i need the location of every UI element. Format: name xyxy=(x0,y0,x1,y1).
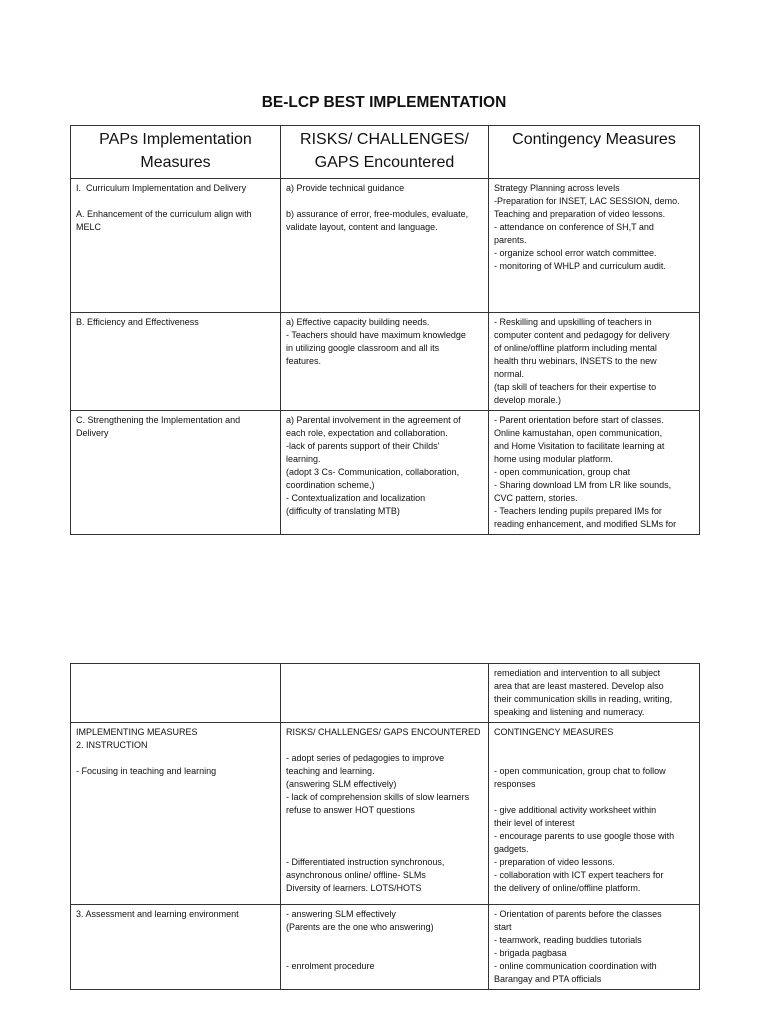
text-line: of online/offline platform including mental xyxy=(494,343,657,353)
text-line: - preparation of video lessons. xyxy=(494,857,615,867)
text-line xyxy=(286,843,483,856)
text-line: 3. Assessment and learning environment xyxy=(76,909,239,919)
cell-paps xyxy=(71,664,281,723)
text-line: reading enhancement, and modified SLMs for xyxy=(494,519,677,529)
text-line: - give additional activity worksheet within xyxy=(494,805,657,815)
text-line: validate layout, content and language. xyxy=(286,222,438,232)
text-line: remediation and intervention to all subject xyxy=(494,668,661,678)
text-line: Teaching and preparation of video lessons. xyxy=(494,209,666,219)
text-line xyxy=(286,195,483,208)
cell-contingency xyxy=(489,411,700,535)
text-line xyxy=(286,934,483,947)
header-contingency xyxy=(489,126,700,179)
text-line: - enrolment procedure xyxy=(286,961,375,971)
text-line: CONTINGENCY MEASURES xyxy=(494,727,614,737)
header-risks-line2: GAPS Encountered xyxy=(314,154,455,171)
implementation-table-page2 xyxy=(70,663,700,990)
text-line xyxy=(286,830,483,843)
text-line: home using modular platform. xyxy=(494,454,614,464)
text-line xyxy=(76,752,275,765)
cell-paps xyxy=(71,179,281,313)
cell-contingency xyxy=(489,179,700,313)
text-line: their level of interest xyxy=(494,818,575,828)
text-line: - online communication coordination with xyxy=(494,961,657,971)
text-line: - Sharing download LM from LR like sounds, xyxy=(494,480,672,490)
text-line: I. Curriculum Implementation and Delivery xyxy=(76,183,247,193)
header-risks xyxy=(281,126,489,179)
text-line: responses xyxy=(494,779,536,789)
table-row xyxy=(71,179,700,313)
cell-contingency xyxy=(489,313,700,411)
text-line: gadgets. xyxy=(494,844,529,854)
text-line: coordination scheme,) xyxy=(286,480,375,490)
text-line: A. Enhancement of the curriculum align with xyxy=(76,209,252,219)
text-line: develop morale.) xyxy=(494,395,562,405)
text-line: (difficulty of translating MTB) xyxy=(286,506,400,516)
cell-contingency xyxy=(489,723,700,905)
text-line: Barangay and PTA officials xyxy=(494,974,602,984)
text-line: - brigada pagbasa xyxy=(494,948,567,958)
text-line: parents. xyxy=(494,235,527,245)
cell-paps xyxy=(71,411,281,535)
header-paps-line1: PAPs Implementation xyxy=(99,131,252,148)
table-row xyxy=(71,411,700,535)
text-line: (tap skill of teachers for their expertise to xyxy=(494,382,657,392)
text-line: - collaboration with ICT expert teachers for xyxy=(494,870,664,880)
text-line: and Home Visitation to facilitate learning at xyxy=(494,441,665,451)
table-row xyxy=(71,313,700,411)
text-line: features. xyxy=(286,356,322,366)
text-line: (adopt 3 Cs- Communication, collaboration, xyxy=(286,467,460,477)
header-risks-line1: RISKS/ CHALLENGES/ xyxy=(300,131,469,148)
text-line: MELC xyxy=(76,222,102,232)
text-line: - open communication, group chat xyxy=(494,467,631,477)
text-line: a) Effective capacity building needs. xyxy=(286,317,430,327)
cell-risks xyxy=(281,664,489,723)
text-line: IMPLEMENTING MEASURES xyxy=(76,727,198,737)
text-line xyxy=(286,947,483,960)
table-row xyxy=(71,723,700,905)
text-line xyxy=(494,739,694,752)
text-line: a) Provide technical guidance xyxy=(286,183,405,193)
text-line: a) Parental involvement in the agreement of xyxy=(286,415,461,425)
text-line xyxy=(494,752,694,765)
text-line xyxy=(286,817,483,830)
text-line xyxy=(76,195,275,208)
text-line: learning. xyxy=(286,454,321,464)
text-line: - answering SLM effectively xyxy=(286,909,396,919)
cell-risks xyxy=(281,179,489,313)
text-line: Online kamustahan, open communication, xyxy=(494,428,663,438)
text-line: asynchronous online/ offline- SLMs xyxy=(286,870,426,880)
text-line: the delivery of online/offline platform. xyxy=(494,883,641,893)
text-line: refuse to answer HOT questions xyxy=(286,805,415,815)
text-line: teaching and learning. xyxy=(286,766,375,776)
text-line: - Orientation of parents before the classes xyxy=(494,909,662,919)
cell-risks xyxy=(281,905,489,990)
text-line: (answering SLM effectively) xyxy=(286,779,397,789)
text-line: - Teachers should have maximum knowledge xyxy=(286,330,466,340)
text-line: - monitoring of WHLP and curriculum audit. xyxy=(494,261,666,271)
header-paps-line2: Measures xyxy=(140,154,211,171)
text-line: - teamwork, reading buddies tutorials xyxy=(494,935,642,945)
text-line: Diversity of learners. LOTS/HOTS xyxy=(286,883,422,893)
table-row xyxy=(71,664,700,723)
implementation-table-page1 xyxy=(70,125,700,535)
text-line: C. Strengthening the Implementation and xyxy=(76,415,241,425)
cell-paps xyxy=(71,905,281,990)
cell-contingency xyxy=(489,905,700,990)
text-line: RISKS/ CHALLENGES/ GAPS ENCOUNTERED xyxy=(286,727,481,737)
text-line: - Contextualization and localization xyxy=(286,493,426,503)
text-line: Delivery xyxy=(76,428,109,438)
text-line: each role, expectation and collaboration. xyxy=(286,428,448,438)
text-line xyxy=(286,739,483,752)
text-line: - organize school error watch committee. xyxy=(494,248,657,258)
text-line: - encourage parents to use google those with xyxy=(494,831,675,841)
page-title: BE-LCP BEST IMPLEMENTATION xyxy=(261,94,507,111)
text-line: -lack of parents support of their Childs' xyxy=(286,441,440,451)
text-line: - lack of comprehension skills of slow learners xyxy=(286,792,470,802)
text-line: -Preparation for INSET, LAC SESSION, demo. xyxy=(494,196,680,206)
text-line: start xyxy=(494,922,512,932)
cell-risks xyxy=(281,411,489,535)
text-line: B. Efficiency and Effectiveness xyxy=(76,317,199,327)
cell-risks xyxy=(281,313,489,411)
text-line: computer content and pedagogy for delivery xyxy=(494,330,670,340)
cell-paps xyxy=(71,723,281,905)
text-line: speaking and listening and numeracy. xyxy=(494,707,645,717)
text-line: - Teachers lending pupils prepared IMs for xyxy=(494,506,662,516)
header-paps xyxy=(71,126,281,179)
header-row xyxy=(71,126,700,179)
text-line: area that are least mastered. Develop also xyxy=(494,681,664,691)
table-row xyxy=(71,905,700,990)
text-line: health thru webinars, INSETS to the new xyxy=(494,356,657,366)
text-line: Strategy Planning across levels xyxy=(494,183,620,193)
text-line: - Focusing in teaching and learning xyxy=(76,766,217,776)
text-line: 2. INSTRUCTION xyxy=(76,740,148,750)
text-line: (Parents are the one who answering) xyxy=(286,922,434,932)
text-line: in utilizing google classroom and all its xyxy=(286,343,440,353)
cell-paps xyxy=(71,313,281,411)
text-line: - open communication, group chat to follow xyxy=(494,766,666,776)
text-line: - Reskilling and upskilling of teachers in xyxy=(494,317,652,327)
text-line: - Differentiated instruction synchronous, xyxy=(286,857,445,867)
text-line: normal. xyxy=(494,369,525,379)
text-line xyxy=(494,791,694,804)
header-contingency-line1: Contingency Measures xyxy=(512,131,676,148)
text-line: b) assurance of error, free-modules, evaluate, xyxy=(286,209,469,219)
text-line: - attendance on conference of SH,T and xyxy=(494,222,654,232)
text-line: their communication skills in reading, writing, xyxy=(494,694,673,704)
text-line: - adopt series of pedagogies to improve xyxy=(286,753,445,763)
text-line: CVC pattern, stories. xyxy=(494,493,578,503)
cell-risks xyxy=(281,723,489,905)
cell-contingency xyxy=(489,664,700,723)
text-line: - Parent orientation before start of classes. xyxy=(494,415,664,425)
